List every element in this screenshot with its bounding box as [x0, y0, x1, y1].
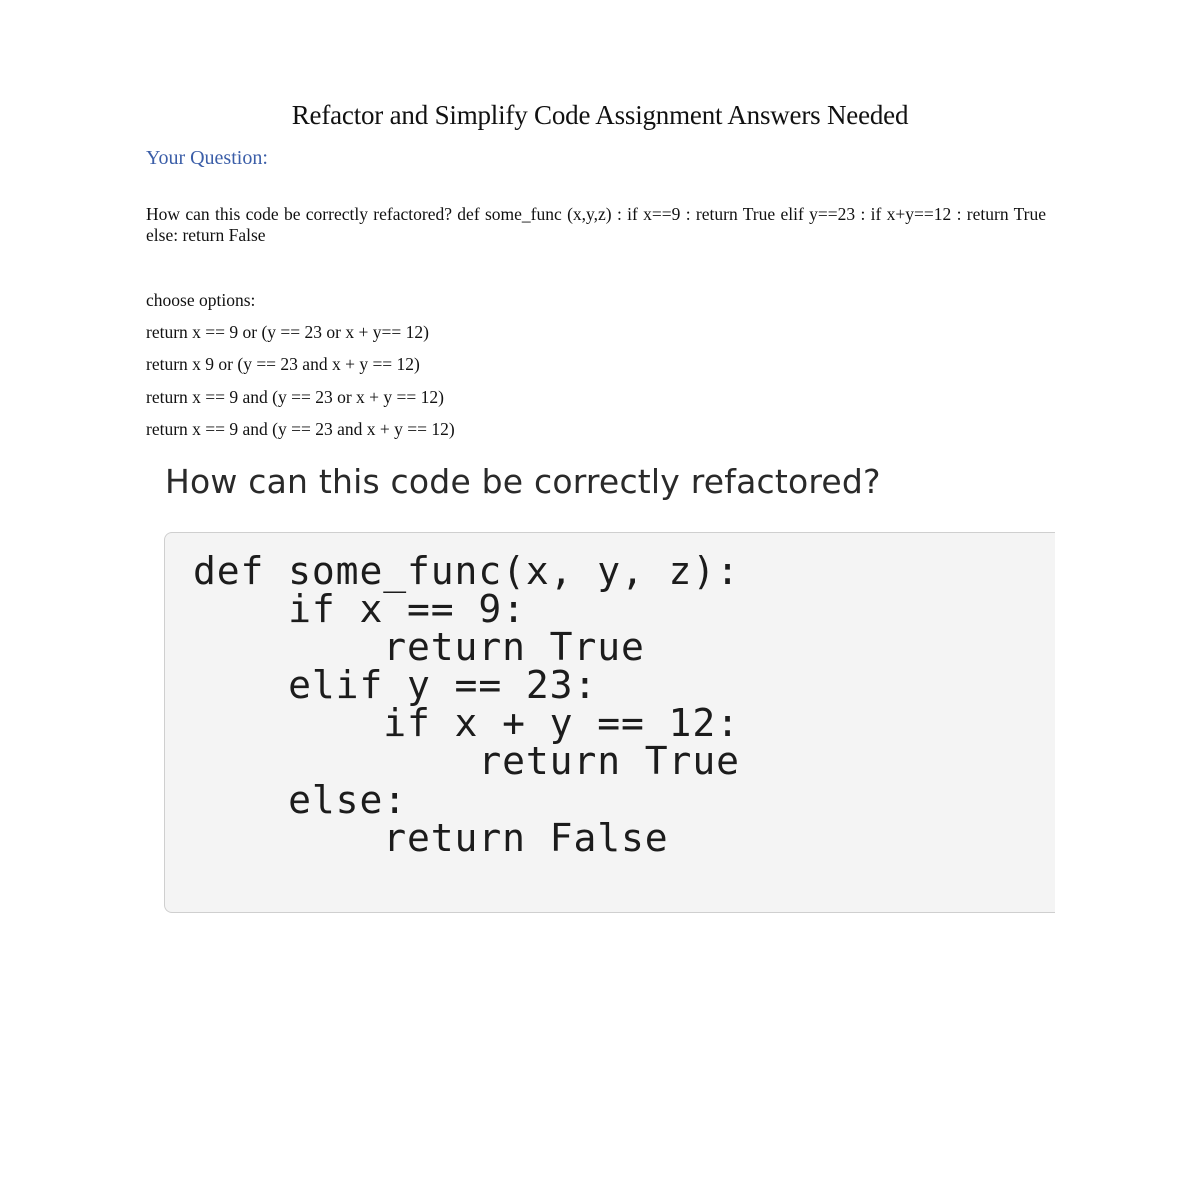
code-line: return True [193, 625, 645, 669]
option-2[interactable]: return x 9 or (y == 23 and x + y == 12) [146, 354, 420, 375]
figure-heading: How can this code be correctly refactored? [165, 462, 881, 501]
question-text: How can this code be correctly refactored? def some_func (x,y,z) : if x==9 : return True elif y==23 : if x+y==12 : return True else: return False [146, 204, 1046, 245]
code-line: if x == 9: [193, 587, 526, 631]
code-block [164, 532, 1055, 913]
page-title: Refactor and Simplify Code Assignment Answers Needed [291, 100, 909, 130]
options-list [146, 321, 455, 450]
option-4[interactable]: return x == 9 and (y == 23 and x + y == 12) [146, 418, 455, 439]
code-line: def some_func(x, y, z): [193, 549, 740, 593]
code-line: if x + y == 12: [193, 701, 740, 745]
code-line: else: [193, 778, 408, 822]
code-line: return True [193, 739, 740, 783]
code-line: return False [193, 816, 669, 860]
your-question-label: Your Question: [146, 147, 268, 169]
option-3[interactable]: return x == 9 and (y == 23 or x + y == 12) [146, 386, 444, 407]
code-line: elif y == 23: [193, 663, 598, 707]
choose-options-label: choose options: [146, 290, 256, 310]
option-1[interactable]: return x == 9 or (y == 23 or x + y== 12) [146, 322, 429, 342]
